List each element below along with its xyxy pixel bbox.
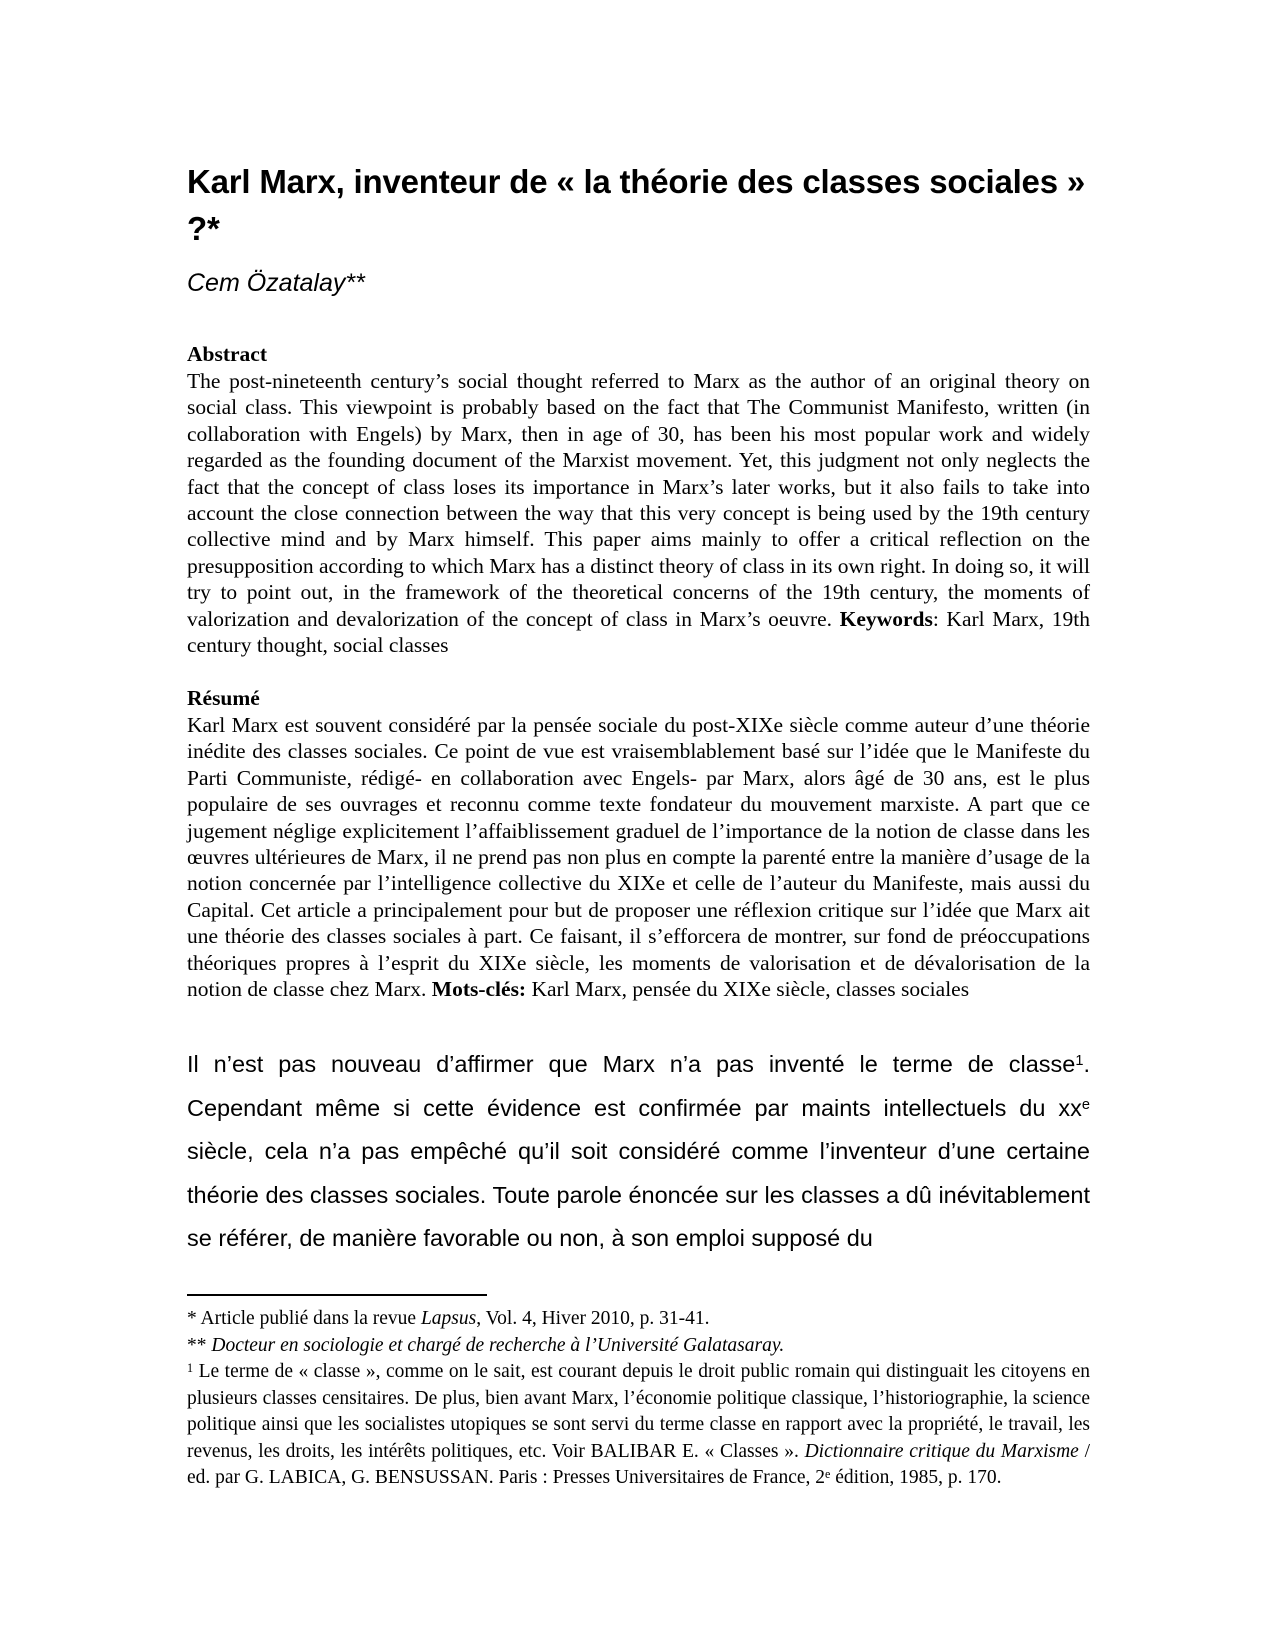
footnote-star-text: Article publié dans la revue (196, 1308, 421, 1329)
mots-cles-label: Mots-clés: (431, 977, 527, 1002)
keywords-text: : Karl Marx, 19th century thought, social classes (187, 606, 1091, 658)
footnote-star-text-end: , Vol. 4, Hiver 2010, p. 31-41. (476, 1308, 710, 1329)
body-text-part1: Il n’est pas nouveau d’affirmer que Marx n’a pas inventé le terme de classe (187, 1051, 1076, 1077)
abstract-heading: Abstract (187, 342, 268, 366)
footnote-one-text-part3: édition, 1985, p. 170. (830, 1467, 1002, 1488)
footnote-star-marker: * (187, 1308, 197, 1329)
mots-cles-text: Karl Marx, pensée du XIXe siècle, classes sociales (526, 977, 970, 1002)
footnote-star (187, 1306, 1090, 1333)
edition-superscript: e (825, 1466, 831, 1481)
footnote-double-star-text: Docteur en sociologie et chargé de recherche à l’Université Galatasaray. (206, 1334, 785, 1356)
footnote-one-text-part2: / ed. par G. LABICA, G. BENSUSSAN. Paris : Presses Universitaires de France, 2 (187, 1440, 1090, 1488)
abstract-text: The post-nineteenth century’s social thought referred to Marx as the author of an original theory on social class. This viewpoint is probably based on the fact that The Communist Manifesto, written (in collaboration with Engels) by Marx, then in age of 30, has been his most popular work and widely regarded as the founding document of the Marxist movement. Yet, this judgment not only neglects the fact that the concept of class loses its importance in Marx’s later works, but it also fails to take into account the close connection between the way that this very concept is being used by the 19th century collective mind and by Marx himself. This paper aims mainly to offer a critical reflection on the presupposition according to which Marx has a distinct theory of class in its own right. In doing so, it will try to point out, in the framework of the theoretical concerns of the 19th century, the moments of valorization and devalorization of the concept of class in Marx’s oeuvre. (187, 369, 1090, 631)
resume-paragraph (187, 712, 1090, 1002)
footnotes-section (187, 1306, 1090, 1492)
keywords-label: Keywords (839, 606, 933, 631)
body-paragraph (187, 1043, 1090, 1261)
century-superscript: e (1081, 1096, 1090, 1113)
footnote-one-marker: 1 (187, 1360, 194, 1375)
footnote-double-star (187, 1333, 1090, 1360)
footnote-separator-rule (187, 1294, 487, 1296)
article-author: Cem Özatalay** (187, 269, 365, 297)
body-text-part3: siècle, cela n’a pas empêché qu’il soit considéré comme l’inventeur d’une certaine théorie des classes sociales. Toute parole énoncée sur les classes a dû inévitablement se référer, de manière favorable ou non, à son emploi supposé du (187, 1138, 1090, 1251)
book-title: Dictionnaire critique du Marxisme (804, 1440, 1079, 1462)
footnote-one (187, 1359, 1090, 1492)
article-title: Karl Marx, inventeur de « la théorie des classes sociales » ?* (187, 163, 1085, 247)
resume-heading: Résumé (187, 686, 260, 710)
footnote-reference-1: 1 (1075, 1053, 1084, 1070)
resume-text: Karl Marx est souvent considéré par la pensée sociale du post-XIXe siècle comme auteur d’une théorie inédite des classes sociales. Ce point de vue est vraisemblablement basé sur l’idée que le Manifeste du Parti Communiste, rédigé- en collaboration avec Engels- par Marx, alors âgé de 30 ans, est le plus populaire de ses ouvrages et reconnu comme texte fondateur du mouvement marxiste. A part que ce jugement néglige explicitement l’affaiblissement graduel de l’importance de la notion de classe dans les œuvres ultérieures de Marx, il ne prend pas non plus en compte la parenté entre la manière d’usage de la notion concernée par l’intelligence collective du XIXe et celle de l’auteur du Manifeste, mais aussi du Capital. Cet article a principalement pour but de proposer une réflexion critique sur l’idée que Marx ait une théorie des classes sociales à part. Ce faisant, il s’efforcera de montrer, sur fond de préoccupations théoriques propres à l’esprit du XIXe siècle, les moments de valorisation et de dévalorisation de la notion de classe chez Marx. (187, 713, 1090, 1002)
body-text-part2: . Cependant même si cette évidence est confirmée par maints intellectuels du xx (187, 1051, 1090, 1121)
journal-title: Lapsus (420, 1308, 477, 1329)
abstract-paragraph (187, 368, 1090, 658)
footnote-one-text-part1: Le terme de « classe », comme on le sait, est courant depuis le droit public romain qui distinguait les citoyens en plusieurs classes censitaires. De plus, bien avant Marx, l’économie politique classique, l’historiographie, la science politique ainsi que les socialistes utopiques se sont servi du terme classe en rapport avec la propriété, le travail, les revenus, les droits, les intérêts politiques, etc. Voir BALIBAR E. « Classes ». (187, 1361, 1090, 1462)
footnote-double-star-marker: ** (187, 1334, 207, 1356)
